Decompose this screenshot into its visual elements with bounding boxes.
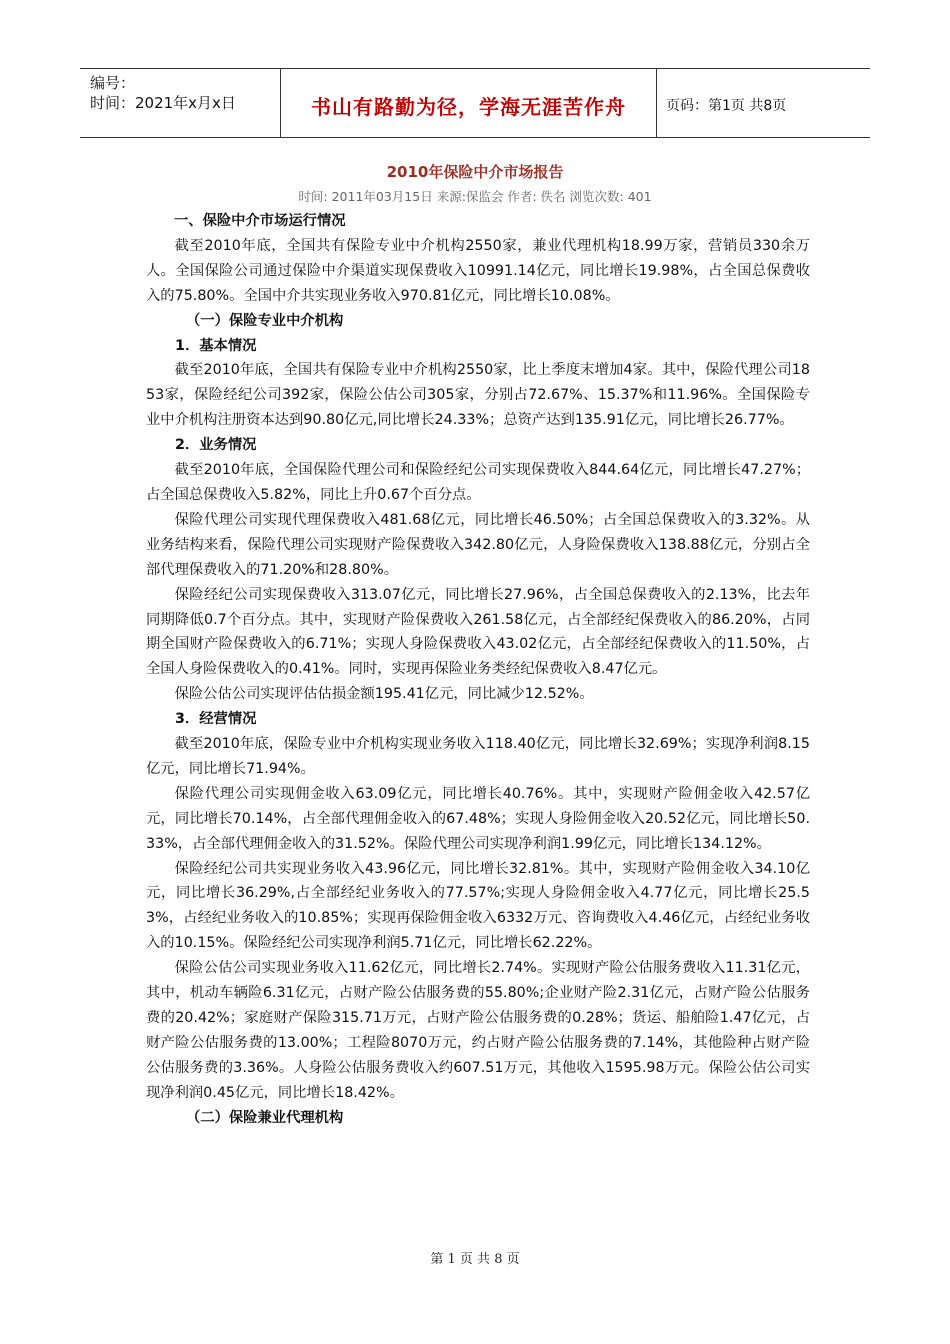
number-label: 编号： — [90, 74, 136, 92]
subsection-heading: （一）保险专业中介机构 — [186, 312, 344, 329]
paragraph: 保险经纪公司共实现业务收入43.96亿元，同比增长32.81%。其中，实现财产险佣金收入34.10亿元，同比增长36.29%,占全部经纪业务收入的77.57%;实现人身险佣金收入4.77亿元，同比增长25.53%，占经纪业务收入的10.85%；实现再保险佣金收入6332万元、咨询费收入4.46亿元，占经纪业务收入的10.15%。保险经纪公司实现净利润5.71亿元，同比增长62.22%。 — [146, 860, 810, 952]
subsection-heading: （二）保险兼业代理机构 — [186, 1109, 344, 1126]
paragraph: 保险代理公司实现佣金收入63.09亿元，同比增长40.76%。其中，实现财产险佣金收入42.57亿元，同比增长70.14%，占全部代理佣金收入的67.48%；实现人身险佣金收入20.52亿元，同比增长50.33%，占全部代理佣金收入的31.52%。保险代理公司实现净利润1.99亿元，同比增长134.12%。 — [146, 785, 810, 852]
paragraph: 保险公估公司实现业务收入11.62亿元，同比增长2.74%。实现财产险公估服务费收入11.31亿元，其中，机动车辆险6.31亿元，占财产险公估服务费的55.80%;企业财产险2.31亿元，占财产险公估服务费的20.42%；家庭财产保险315.71万元，占财产险公估服务费的0.28%；货运、船舶险1.47亿元，占财产险公估服务费的13.00%；工程险8070万元，约占财产险公估服务费的7.14%，其他险种占财产险公估服务费的3.36%。人身险公估服务费收入约607.51万元，其他收入1595.98万元。保险公估公司实现净利润0.45亿元，同比增长18.42%。 — [146, 960, 810, 1101]
paragraph: 截至2010年底，全国保险代理公司和保险经纪公司实现保费收入844.64亿元，同比增长47.27%；占全国总保费收入5.82%，同比上升0.67个百分点。 — [146, 462, 810, 503]
page-footer: 第 1 页 共 8 页 — [430, 1252, 520, 1267]
article-title: 2010年保险中介市场报告 — [386, 163, 564, 181]
paragraph: 保险经纪公司实现保费收入313.07亿元，同比增长27.96%，占全国总保费收入的2.13%，比去年同期降低0.7个百分点。其中，实现财产险保费收入261.58亿元，占全部经纪保费收入的86.20%，占同期全国财产险保费收入的6.71%；实现人身险保费收入43.02亿元，占全部经纪保费收入的11.50%，占全国人身险保费收入的0.41%。同时，实现再保险业务类经纪保费收入8.47亿元。 — [146, 586, 810, 678]
header-motto: 书山有路勤为径，学海无涯苦作舟 — [311, 95, 626, 119]
section-heading: 一、保险中介市场运行情况 — [174, 213, 346, 229]
date-label: 时间：2021年x月x日 — [90, 94, 236, 112]
header-divider — [656, 69, 657, 137]
paragraph: 保险公估公司实现评估估损金额195.41亿元，同比减少12.52%。 — [174, 686, 594, 703]
paragraph: 保险代理公司实现代理保费收入481.68亿元，同比增长46.50%；占全国总保费收入的3.32%。从业务结构来看，保险代理公司实现财产险保费收入342.80亿元，人身险保费收入138.88亿元，分别占全部代理保费收入的71.20%和28.80%。 — [146, 511, 810, 578]
numbered-heading: 1．基本情况 — [175, 337, 257, 354]
paragraph: 截至2010年底，保险专业中介机构实现业务收入118.40亿元，同比增长32.69%；实现净利润8.15亿元，同比增长71.94%。 — [146, 736, 810, 777]
paragraph: 截至2010年底，全国共有保险专业中介机构2550家，比上季度末增加4家。其中，保险代理公司1853家，保险经纪公司392家，保险公估公司305家，分别占72.67%、15.37%和11.96%。全国保险专业中介机构注册资本达到90.80亿元,同比增长24.33%；总资产达到135.91亿元，同比增长26.77%。 — [146, 362, 810, 429]
header-meta — [90, 73, 236, 113]
numbered-heading: 2．业务情况 — [175, 437, 257, 454]
article-body — [146, 209, 810, 1131]
header-page-info: 页码：第1页 共8页 — [666, 98, 787, 114]
paragraph: 截至2010年底，全国共有保险专业中介机构2550家，兼业代理机构18.99万家，营销员330余万人。全国保险公司通过保险中介渠道实现保费收入10991.14亿元，同比增长19.98%，占全国总保费收入的75.80%。全国中介共实现业务收入970.81亿元，同比增长10.08%。 — [146, 237, 810, 304]
numbered-heading: 3．经营情况 — [175, 711, 257, 728]
article-meta: 时间: 2011年03月15日 来源:保监会 作者: 佚名 浏览次数: 401 — [298, 189, 652, 204]
document-header — [80, 68, 870, 138]
